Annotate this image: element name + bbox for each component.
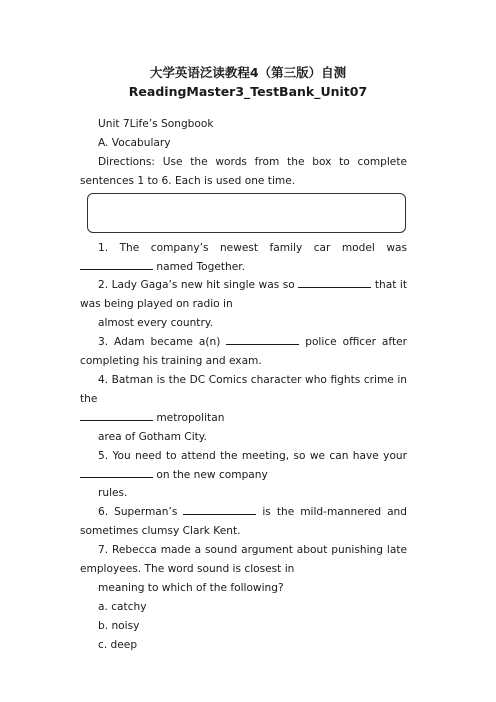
answer-blank[interactable] <box>298 276 371 288</box>
question-3-text-end: police officer after completing his training and exam. <box>80 336 407 368</box>
question-7: 7. Rebecca made a sound argument about punishing late employees. The word sound is closest in <box>80 544 407 576</box>
question-5-continuation: rules. <box>98 487 128 500</box>
question-5-line2 <box>80 466 407 485</box>
option-a: a. catchy <box>98 600 147 613</box>
question-2-continuation: almost every country. <box>98 317 213 330</box>
unit-heading: Unit 7Life’s Songbook <box>98 118 214 130</box>
question-5-text-end: on the new company <box>153 468 268 481</box>
question-5-line1: 5. You need to attend the meeting, so we can have your <box>98 449 407 462</box>
question-7-continuation: meaning to which of the following? <box>98 581 284 594</box>
question-3-text: 3. Adam became a(n) <box>98 336 221 349</box>
question-2-text: 2. Lady Gaga’s new hit single was so <box>98 279 295 292</box>
directions-text: Directions: Use the words from the box to complete sentences 1 to 6. Each is used one time. <box>80 155 407 187</box>
question-2-text-end: that it was being played on radio in <box>80 279 407 311</box>
answer-blank[interactable] <box>80 258 153 270</box>
answer-blank[interactable] <box>80 409 153 421</box>
question-2 <box>80 276 407 314</box>
document-body <box>80 115 407 655</box>
question-4-continuation: area of Gotham City. <box>98 430 207 443</box>
answer-blank[interactable] <box>80 466 153 478</box>
question-6 <box>80 503 407 541</box>
word-box <box>87 193 406 233</box>
document-subtitle: ReadingMaster3_TestBank_Unit07 <box>128 84 368 99</box>
question-6-text-end: is the mild-mannered and sometimes clumsy Clark Kent. <box>80 506 407 538</box>
question-6-text: 6. Superman’s <box>98 506 178 519</box>
question-1-text-end: named Together. <box>153 260 246 273</box>
answer-blank[interactable] <box>226 333 299 345</box>
question-4-text-end: metropolitan <box>153 411 225 424</box>
document-title: 大学英语泛读教程4（第三版）自测 <box>149 65 347 80</box>
option-b: b. noisy <box>98 619 140 632</box>
option-c: c. deep <box>98 638 138 651</box>
question-4-line2 <box>80 409 407 428</box>
question-4-line1: 4. Batman is the DC Comics character who fights crime in the <box>80 373 407 405</box>
question-1-text: 1. The company’s newest family car model was <box>98 241 407 254</box>
question-1-line1 <box>80 239 407 258</box>
section-heading: A. Vocabulary <box>98 136 171 149</box>
question-3 <box>80 333 407 371</box>
question-1-line2 <box>80 258 407 277</box>
answer-blank[interactable] <box>183 503 256 515</box>
